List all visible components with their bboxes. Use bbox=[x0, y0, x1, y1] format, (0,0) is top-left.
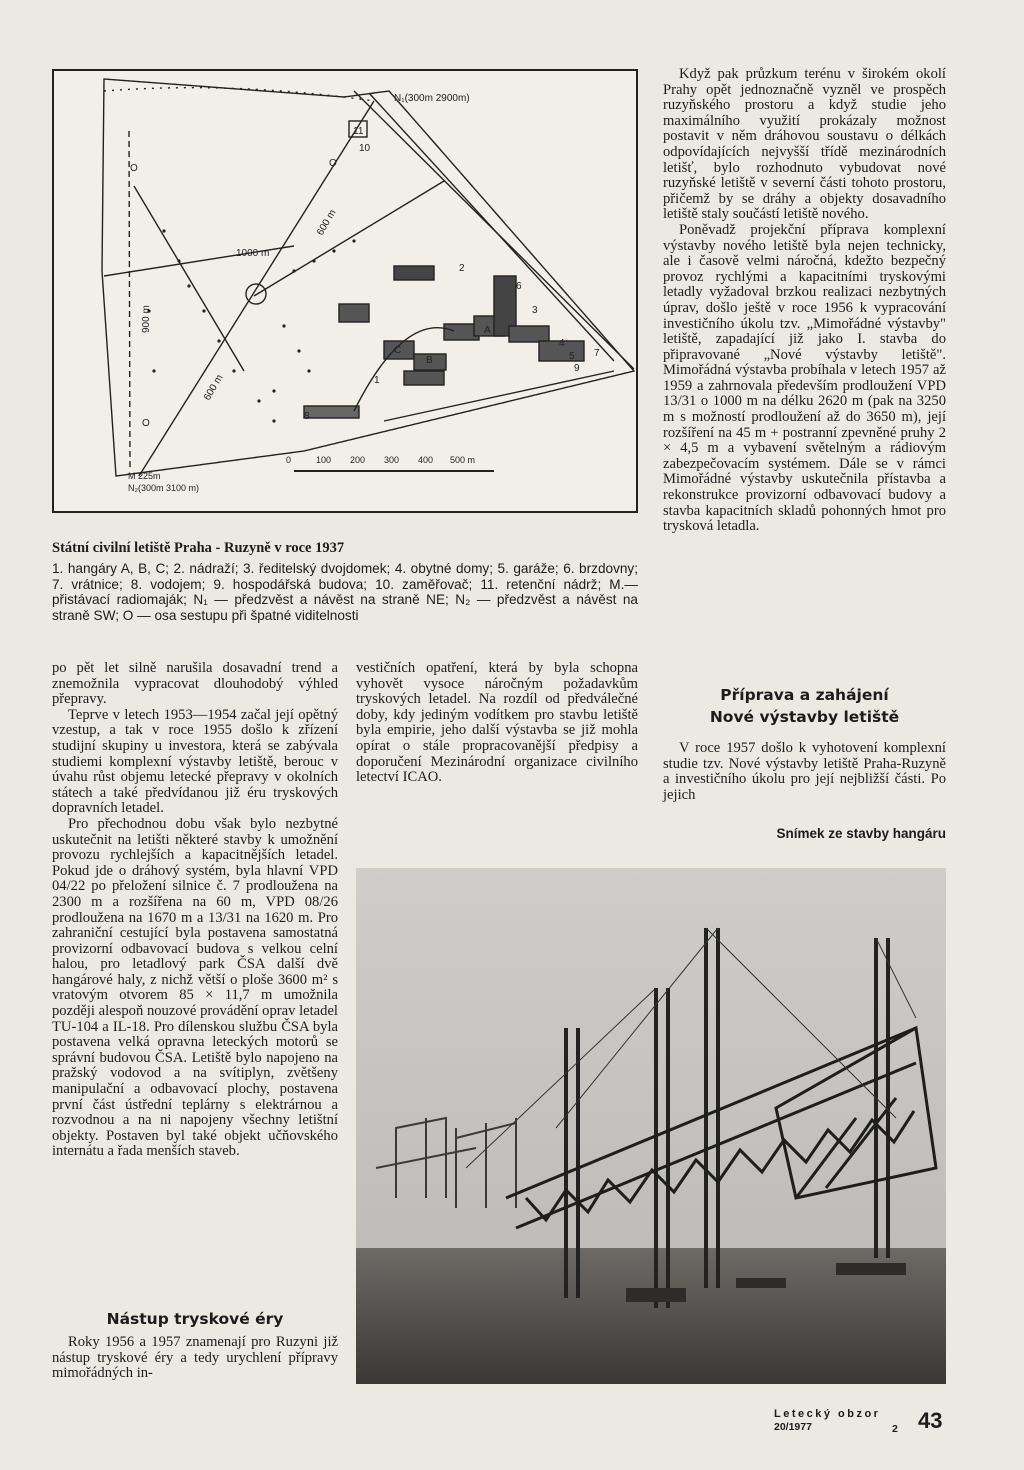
label-b5: 5 bbox=[569, 351, 575, 362]
label-b6: 6 bbox=[516, 281, 522, 292]
scale-label: 400 bbox=[418, 455, 434, 465]
airport-boundary bbox=[102, 79, 634, 476]
issue-sub-number: 2 bbox=[892, 1423, 898, 1435]
scale-label: 200 bbox=[350, 455, 366, 465]
page-number: 43 bbox=[918, 1408, 943, 1433]
hangar-construction-photo bbox=[356, 868, 946, 1384]
label-n2: N₂(300m 3100 m) bbox=[128, 483, 200, 493]
label-o3: O bbox=[130, 163, 138, 174]
column-right bbox=[663, 67, 946, 535]
figure-caption-title: Státní civilní letiště Praha - Ruzyně v roce 1937 bbox=[52, 540, 345, 556]
site-plan-figure bbox=[52, 69, 638, 513]
label-11: 11 bbox=[353, 126, 364, 137]
scale-labels bbox=[286, 455, 475, 465]
label-hangar-c: C bbox=[394, 345, 402, 356]
paragraph: V roce 1957 došlo k vyhotovení komplexní studie tzv. Nové výstavby letiště Praha-Ruzyně a investičního úkolu pro její nejbližší části. Po jejich bbox=[663, 740, 946, 803]
label-o1: O bbox=[329, 158, 337, 169]
label-600m-b: 600 m bbox=[202, 372, 226, 403]
approach-axis-sw-ne bbox=[139, 101, 374, 476]
issue-number: 20/1977 bbox=[774, 1421, 812, 1433]
heading-line: Příprava a zahájení bbox=[720, 686, 889, 704]
scale-label: 500 m bbox=[450, 455, 476, 465]
figure-caption-text: 1. hangáry A, B, C; 2. nádraží; 3. ředitelský dvojdomek; 4. obytné domy; 5. garáže; 6. brzdovny; 7. vrátnice; 8. vodojem; 9. hospodářská budova; 10. zaměřovač; 11. retenční nádrž; M.— přistávací radiomaják; N₁ — předzvěst a návěst na straně NE; N₂ — předzvěst a návěst na straně SW; O — osa sestupu při špatné viditelnosti bbox=[52, 561, 638, 623]
column-left-bottom bbox=[52, 1335, 338, 1382]
hangar-photo-drawing bbox=[356, 868, 946, 1384]
label-b4: 4 bbox=[559, 338, 565, 349]
scale-label: 100 bbox=[316, 455, 332, 465]
section-heading-jet-era: Nástup tryskové éry bbox=[106, 1310, 284, 1328]
paragraph: Poněvadž projekční příprava komplexní výstavby nového letiště byla nejen technicky, ale i časově velmi náročná, kdežto bezpečný provoz rychlými a kapacitními tryskovými letadly vyžadoval brzkou realizaci nezbytných úprav, došlo ještě v roce 1956 k vypracování investičního úkolu tzv. „Mimořádné výstavby" letiště, zapadající již jako I. stavba do připravované „Nové výstavby letiště". Mimořádná výstavba probíhala v letech 1957 až 1959 a zahrnovala především prodloužení VPD 13/31 o 1000 m na délku 2620 m (pak na 3250 m s možností prodloužení až do 3650 m), její rozšíření na 45 m + postranní zpevněné pruhy 2 × 4,5 m a vybavení světelným a rádiovým zabezpečovacím systémem. Dále se v rámci Mimořádné výstavby uskutečnila přístavba a rekonstrukce provizorní odbavovací budovy a stavba kapacitních skladů pohonných hmot pro trysková letadla. bbox=[663, 221, 946, 535]
paragraph: Když pak průzkum terénu v širokém okolí Prahy opět jednoznačně vyzněl ve prospěch ruzyňského prostoru a když studie jeho maximálního využití prokázaly možnost postavit v něm dráhovou soustavu o délkách odpovídajících nejvyšší třídě mezinárodních letišť, bylo rozhodnuto vybudovat nové ruzyňské letiště v severní části tohoto prostoru, přičemž by se dráhy a objekty dosavadního letiště staly součástí letiště nového. bbox=[663, 66, 946, 223]
label-10: 10 bbox=[359, 143, 371, 154]
label-n1: N₁(300m 2900m) bbox=[394, 93, 470, 104]
label-b1: 1 bbox=[374, 375, 380, 386]
label-900m: 900 m bbox=[141, 305, 152, 333]
paragraph: Roky 1956 a 1957 znamenají pro Ruzyni již nástup tryskové éry a tedy urychlení přípravy mimořádných in- bbox=[52, 1334, 338, 1382]
scale-label: 300 bbox=[384, 455, 400, 465]
label-o2: O bbox=[142, 418, 150, 429]
label-b8: 8 bbox=[304, 411, 310, 422]
magazine-name: Letecký obzor bbox=[774, 1408, 881, 1420]
paragraph: Teprve v letech 1953—1954 začal její opětný vzestup, a tak v roce 1955 došlo k zřízení studijní skupiny u investora, která se zabývala studiemi komplexní výstavby letiště, berouc v úvahu růst objemu letecké přepravy v okolních státech a také předvídanou již éru tryskových dopravních letadel. bbox=[52, 706, 338, 817]
heading-line: Nové výstavby letiště bbox=[709, 708, 900, 726]
site-plan-map bbox=[54, 71, 636, 511]
paragraph: vestičních opatření, která by byla schopna vyhovět vysoce náročným požadavkům tryskových letadel. Na rozdíl od předválečné doby, kdy jediným vodítkem pro stavbu letiště byla empirie, jeho další výstavba se již mohla opírat o stále propracovanější předpisy a doporučení Mezinárodní organizace civilního letectví ICAO. bbox=[356, 660, 638, 786]
label-b9: 9 bbox=[574, 363, 580, 374]
column-middle bbox=[356, 661, 638, 786]
paragraph: po pět let silně narušila dosavadní trend a znemožnila vypracovat dlouhodobý výhled přepravy. bbox=[52, 660, 338, 708]
label-hangar-a: A bbox=[484, 325, 491, 336]
label-600m-a: 600 m bbox=[315, 207, 339, 238]
column-right-bottom bbox=[663, 741, 946, 803]
photo-caption: Snímek ze stavby hangáru bbox=[776, 826, 946, 841]
label-hangar-b: B bbox=[426, 355, 433, 366]
label-b2: 2 bbox=[459, 263, 465, 274]
scale-label: 0 bbox=[286, 455, 292, 465]
label-b7: 7 bbox=[594, 348, 600, 359]
paragraph: Pro přechodnou dobu však bylo nezbytné uskutečnit na letišti některé stavby k umožnění provozu rychlejších a kapacitnějších letadel. Pokud jde o dráhový systém, byla hlavní VPD 04/22 po přeložení silnice č. 7 prodloužena na 2300 m a rozšířena na 60 m, VPD 08/26 prodloužena na 1670 m a 13/31 na 1620 m. Pro zahraniční cestující byla postavena samostatná provizorní odbavovací budova s velkou celní halou, pro letadlový park ČSA další dvě hangárové haly, z nichž větší o ploše 3600 m² s vratovým otvorem 85 × 11,7 m umožnila později alespoň nouzové provádění oprav letadel TU-104 a IL-18. Pro dílenskou službu ČSA byla postavena velká opravna leteckých motorů se správní budovou ČSA. Letiště bylo napojeno na pražský vodovod a na svítiplyn, zvětšeny manipulační a odbavovací plochy, postavena první část ústřední teplárny s elektrárnou a rozvodnou a na ni napojeny všechny letištní objekty. Postaven byl také objekt učňovského internátu a řada menších staveb. bbox=[52, 815, 338, 1160]
column-left bbox=[52, 661, 338, 1160]
label-1000m: 1000 m bbox=[236, 248, 270, 259]
label-m: M 225m bbox=[128, 471, 161, 481]
section-heading-preparation bbox=[663, 684, 946, 728]
page-footer bbox=[774, 1408, 954, 1433]
label-b3: 3 bbox=[532, 305, 538, 316]
